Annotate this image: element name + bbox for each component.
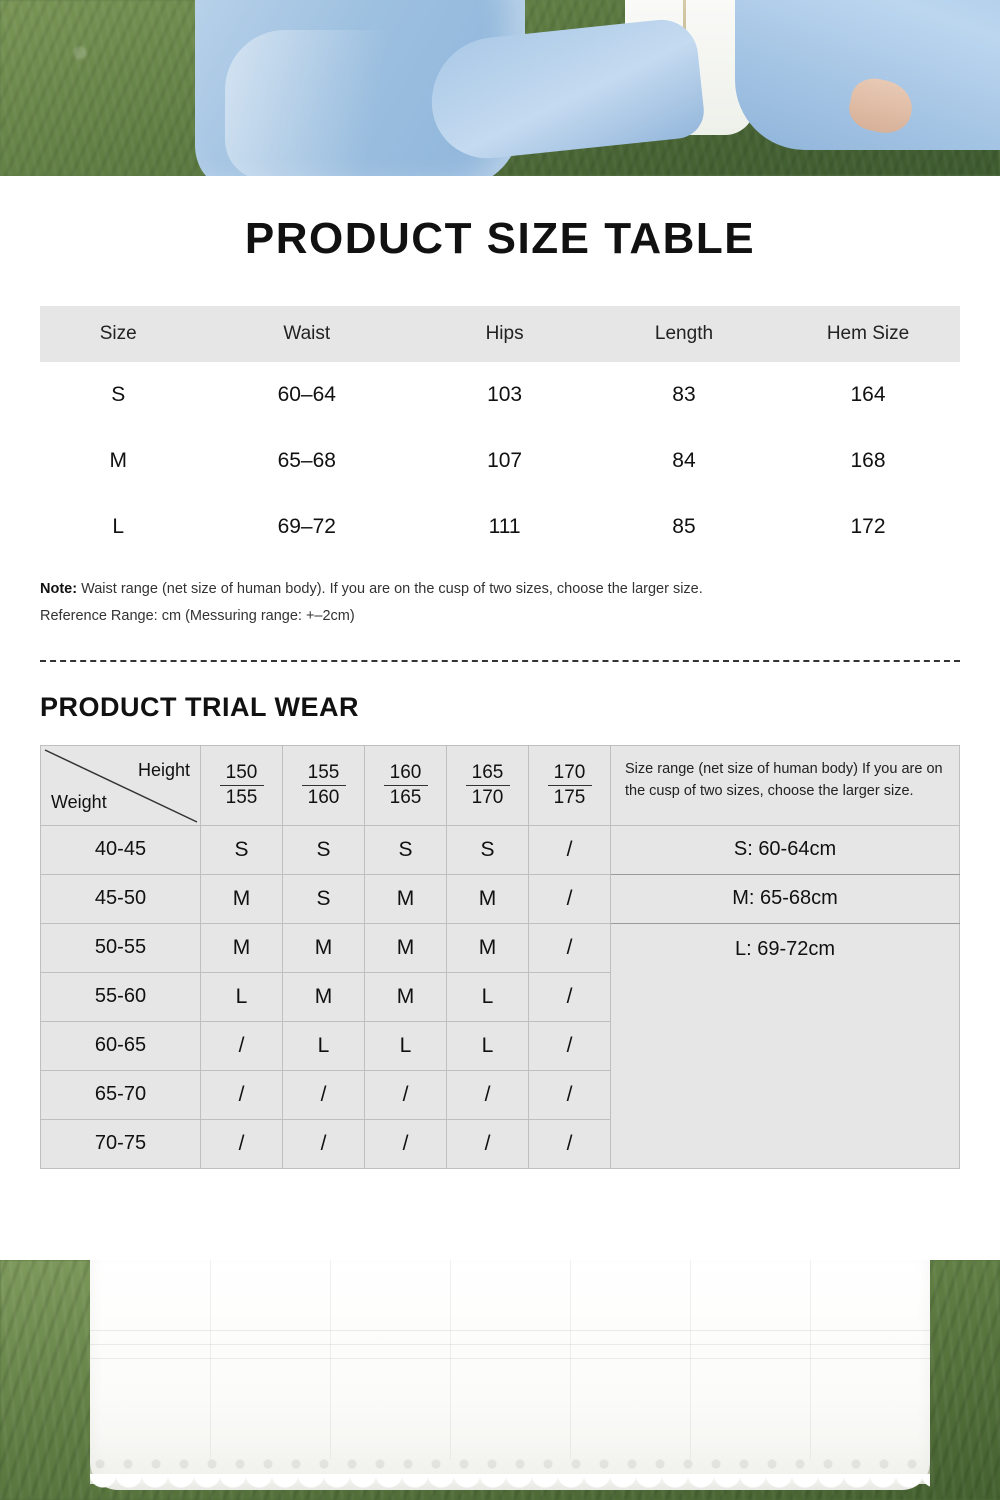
trial-cell: M: [447, 923, 529, 972]
trial-cell: M: [283, 972, 365, 1021]
side-range-m: M: 65-68cm: [611, 874, 960, 923]
height-hi: 150: [225, 761, 258, 783]
trial-table-wrapper: [0, 745, 1000, 1169]
trial-cell: M: [365, 923, 447, 972]
cell-hem: 168: [850, 449, 886, 472]
trial-cell: S: [447, 825, 529, 874]
cell-length: 85: [672, 515, 696, 538]
axis-label-weight: Weight: [51, 791, 107, 812]
height-col-1: [201, 745, 283, 825]
side-range-s: S: 60-64cm: [611, 825, 960, 874]
height-lo: 170: [466, 785, 510, 809]
weight-label: 70-75: [41, 1119, 201, 1168]
weight-label: 65-70: [41, 1070, 201, 1119]
note-text-1: Waist range (net size of human body). If you are on the cusp of two sizes, choose the larger size.: [81, 581, 703, 597]
cell-waist: 60–64: [277, 383, 336, 406]
height-col-2: [283, 745, 365, 825]
trial-cell: M: [283, 923, 365, 972]
model-figure: [195, 0, 955, 176]
size-table-header-row: [40, 306, 960, 362]
top-product-photo: [0, 0, 1000, 176]
trial-cell: L: [447, 972, 529, 1021]
cell-size: S: [111, 383, 126, 406]
trial-cell: /: [201, 1119, 283, 1168]
trial-cell: /: [447, 1119, 529, 1168]
cell-size: L: [112, 515, 125, 538]
size-table: [40, 306, 960, 560]
height-col-3: [365, 745, 447, 825]
trial-header-row: [41, 745, 960, 825]
trial-cell: /: [529, 972, 611, 1021]
trial-cell: /: [201, 1021, 283, 1070]
height-hi: 165: [471, 761, 504, 783]
weight-label: 40-45: [41, 825, 201, 874]
trial-cell: M: [201, 923, 283, 972]
trial-wear-table: [40, 745, 960, 1169]
trial-side-note: Size range (net size of human body) If you are on the cusp of two sizes, choose the larger size.: [611, 745, 960, 825]
table-row: [40, 428, 960, 494]
axis-corner-cell: [41, 745, 201, 825]
trial-cell: L: [447, 1021, 529, 1070]
white-skirt-hem: [90, 1260, 930, 1490]
note-label: Note:: [40, 581, 78, 597]
cell-waist: 65–68: [277, 449, 336, 472]
cell-size: M: [109, 449, 127, 472]
size-table-header-length: Length: [592, 306, 776, 362]
height-lo: 155: [220, 785, 264, 809]
trial-cell: /: [529, 825, 611, 874]
height-hi: 160: [389, 761, 422, 783]
note-line-2: Reference Range: cm (Messuring range: +–2cm): [40, 607, 355, 624]
trial-wear-heading: PRODUCT TRIAL WEAR: [40, 691, 359, 722]
trial-cell: /: [447, 1070, 529, 1119]
trial-cell: S: [365, 825, 447, 874]
weight-label: 55-60: [41, 972, 201, 1021]
side-range-l: L: 69-72cm: [611, 923, 960, 1168]
table-row: [40, 494, 960, 560]
trial-cell: S: [283, 874, 365, 923]
cell-hips: 103: [487, 383, 523, 406]
size-note: [0, 560, 1000, 630]
table-row: [40, 362, 960, 428]
size-table-header-hips: Hips: [417, 306, 592, 362]
trial-cell: /: [529, 1070, 611, 1119]
trial-cell: L: [201, 972, 283, 1021]
height-lo: 175: [548, 785, 592, 809]
trial-cell: /: [201, 1070, 283, 1119]
height-hi: 155: [307, 761, 340, 783]
trial-cell: S: [283, 825, 365, 874]
size-table-header-size: Size: [40, 306, 196, 362]
height-col-5: [529, 745, 611, 825]
height-lo: 165: [384, 785, 428, 809]
cell-hem: 164: [850, 383, 886, 406]
size-table-wrapper: [0, 306, 1000, 560]
cell-waist: 69–72: [277, 515, 336, 538]
content-area: [0, 214, 1000, 1169]
weight-label: 45-50: [41, 874, 201, 923]
trial-cell: /: [365, 1070, 447, 1119]
size-table-header-hem: Hem Size: [776, 306, 960, 362]
trial-cell: L: [283, 1021, 365, 1070]
diagonal-divider-icon: [41, 746, 201, 826]
cell-hips: 111: [488, 515, 521, 538]
cell-length: 83: [672, 383, 696, 406]
trial-cell: /: [529, 874, 611, 923]
cell-hips: 107: [487, 449, 523, 472]
height-lo: 160: [302, 785, 346, 809]
page-title: PRODUCT SIZE TABLE: [244, 214, 756, 263]
table-row: [41, 923, 960, 972]
bottom-product-photo: [0, 1260, 1000, 1500]
size-table-header-waist: Waist: [196, 306, 417, 362]
trial-cell: /: [529, 1119, 611, 1168]
trial-cell: M: [201, 874, 283, 923]
table-row: [41, 874, 960, 923]
weight-label: 50-55: [41, 923, 201, 972]
trial-cell: M: [447, 874, 529, 923]
weight-label: 60-65: [41, 1021, 201, 1070]
trial-cell: /: [283, 1119, 365, 1168]
cell-length: 84: [672, 449, 696, 472]
trial-cell: /: [283, 1070, 365, 1119]
trial-cell: S: [201, 825, 283, 874]
trial-cell: /: [529, 923, 611, 972]
trial-cell: M: [365, 972, 447, 1021]
trial-cell: /: [365, 1119, 447, 1168]
table-row: [41, 825, 960, 874]
trial-cell: L: [365, 1021, 447, 1070]
trial-cell: M: [365, 874, 447, 923]
trial-cell: /: [529, 1021, 611, 1070]
height-hi: 170: [553, 761, 586, 783]
note-line-1: [40, 576, 960, 603]
scalloped-hem: [90, 1474, 930, 1500]
height-col-4: [447, 745, 529, 825]
axis-label-height: Height: [137, 759, 190, 780]
cell-hem: 172: [850, 515, 886, 538]
